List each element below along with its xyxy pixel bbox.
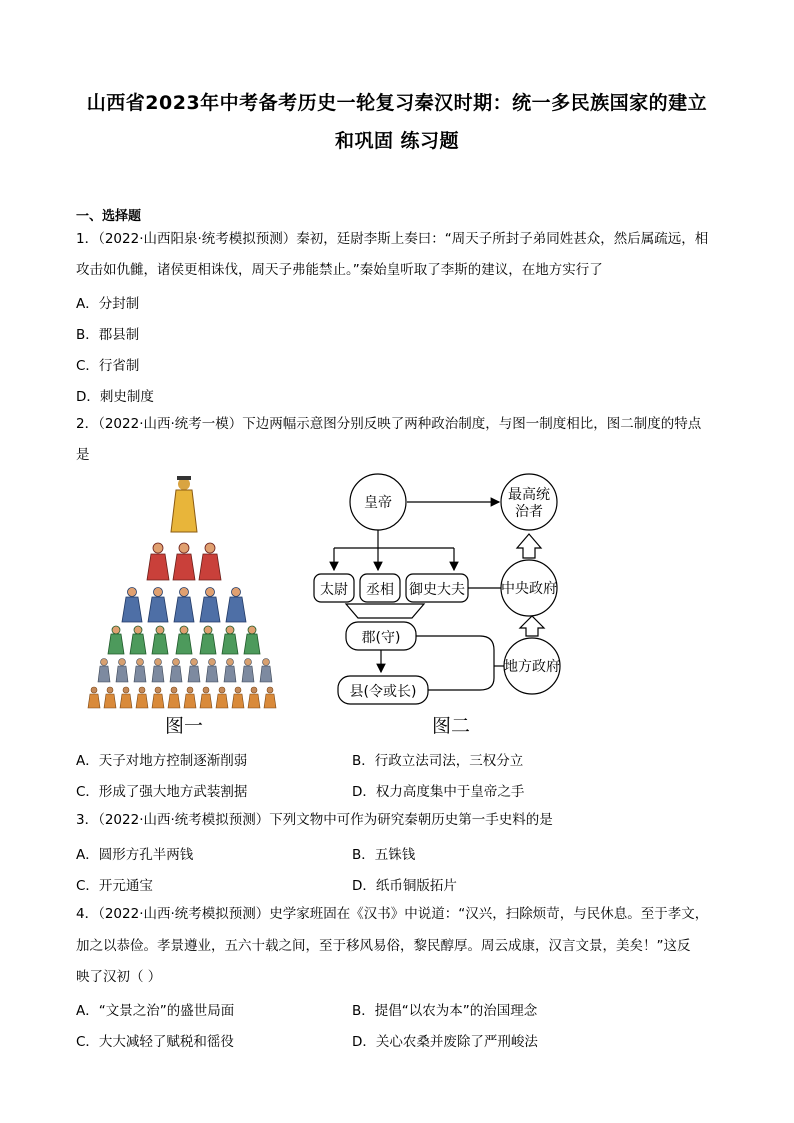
q3-option-d[interactable]: D．纸币铜版拓片: [352, 878, 457, 894]
q2-option-b[interactable]: B．行政立法司法，三权分立: [352, 753, 524, 769]
q1-option-a[interactable]: A．分封制: [76, 296, 140, 312]
q1-stem-line-1: 1．（2022·山西阳泉·统考模拟预测）秦初，廷尉李斯上奏曰：“周天子所封子弟同姓甚众，然后属疏远，相: [76, 231, 709, 247]
fig1-caption: 图一: [164, 715, 204, 737]
q1-option-b[interactable]: B．郡县制: [76, 327, 140, 343]
q1-option-c[interactable]: C．行省制: [76, 358, 140, 374]
q2-stem-line-2: 是: [76, 447, 90, 463]
q3-stem-line-1: 3．（2022·山西·统考模拟预测）下列文物中可作为研究秦朝历史第一手史料的是: [76, 812, 553, 828]
row-soldiers-grey: [98, 659, 272, 683]
central-gov-label: 中央政府: [501, 581, 557, 597]
row-officials-blue: [122, 588, 246, 623]
local-gov-label: 地方政府: [504, 659, 560, 675]
q2-figures: [76, 470, 596, 740]
row-peasants-orange: [88, 687, 276, 708]
section-heading: 一、选择题: [76, 209, 142, 224]
q1-option-d[interactable]: D．刺史制度: [76, 389, 154, 405]
emperor-figure: [171, 476, 197, 532]
fig1-pyramid: [88, 476, 276, 737]
q2-option-d[interactable]: D．权力高度集中于皇帝之手: [352, 784, 525, 800]
supreme-ruler-label-2: 治者: [515, 504, 543, 520]
taiwei-label: 太尉: [320, 582, 348, 598]
yushi-label: 御史大夫: [409, 582, 465, 598]
q1-stem-line-2: 攻击如仇雠，诸侯更相诛伐，周天子弗能禁止。”秦始皇听取了李斯的建议，在地方实行了: [76, 262, 603, 278]
fig2-caption: 图二: [431, 715, 471, 737]
jun-label: 郡(守): [361, 630, 401, 646]
q2-option-a[interactable]: A．天子对地方控制逐渐削弱: [76, 753, 248, 769]
q4-option-a[interactable]: A．“文景之治”的盛世局面: [76, 1003, 235, 1019]
supreme-ruler-label-1: 最高统: [508, 487, 550, 503]
title-line-2: 和巩固 练习题: [334, 130, 460, 152]
xian-label: 县(令或长): [349, 684, 417, 700]
up-arrow-icon: [517, 534, 541, 558]
q4-stem-line-2: 加之以恭俭。孝景遵业，五六十载之间，至于移风易俗，黎民醇厚。周云成康，汉言文景，美矣！”这反: [76, 938, 691, 954]
fig2-diagram: [314, 474, 560, 737]
row-nobles-red: [147, 543, 221, 580]
row-nobles-green: [108, 626, 260, 654]
q3-option-c[interactable]: C．开元通宝: [76, 878, 153, 894]
q4-stem-line-3: 映了汉初（ ）: [76, 969, 162, 985]
q3-option-b[interactable]: B．五铢钱: [352, 847, 416, 863]
chengxiang-label: 丞相: [366, 582, 394, 598]
q2-stem-line-1: 2．（2022·山西·统考一模）下边两幅示意图分别反映了两种政治制度，与图一制度相比，图二制度的特点: [76, 416, 702, 432]
q4-stem-line-1: 4．（2022·山西·统考模拟预测）史学家班固在《汉书》中说道：“汉兴，扫除烦苛，与民休息。至于孝文，: [76, 906, 709, 922]
q3-option-a[interactable]: A．圆形方孔半两钱: [76, 847, 194, 863]
up-arrow-icon-2: [520, 616, 544, 636]
q4-option-d[interactable]: D．关心农桑并废除了严刑峻法: [352, 1034, 538, 1050]
title-line-1: 山西省2023年中考备考历史一轮复习秦汉时期：统一多民族国家的建立: [86, 92, 708, 114]
q4-option-c[interactable]: C．大大减轻了赋税和徭役: [76, 1034, 234, 1050]
emperor-label: 皇帝: [364, 495, 392, 511]
q2-option-c[interactable]: C．形成了强大地方武装割据: [76, 784, 248, 800]
q4-option-b[interactable]: B．提倡“以农为本”的治国理念: [352, 1003, 538, 1019]
